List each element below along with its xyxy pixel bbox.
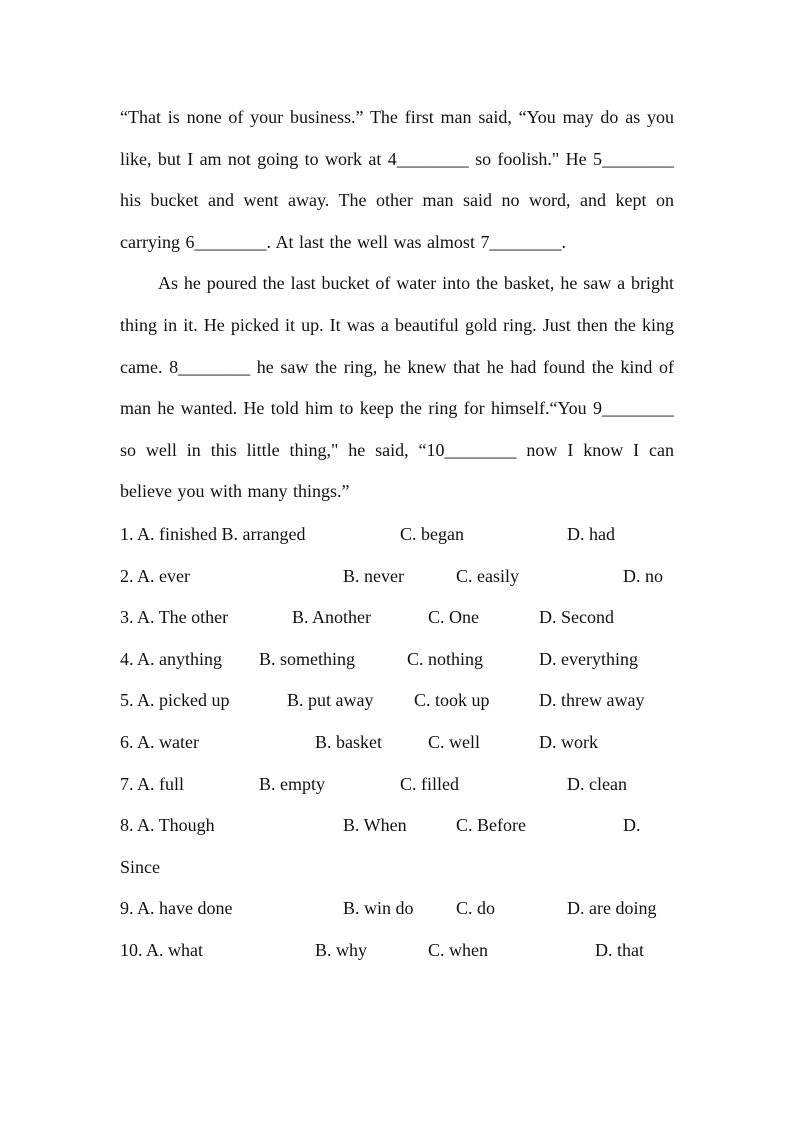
q9-option-c: C. do xyxy=(456,898,496,919)
q6-option-c: C. well xyxy=(428,731,480,752)
question-row-5 xyxy=(120,679,674,721)
q5-option-b: B. put away xyxy=(287,690,374,711)
q5-option-a: A. picked up xyxy=(137,690,230,711)
q10-option-a: A. what xyxy=(146,939,204,960)
q2-option-a: A. ever xyxy=(137,565,190,586)
q3-option-d: D. Second xyxy=(539,607,614,628)
q8-option-d: D. xyxy=(623,815,641,836)
q1-option-d: D. had xyxy=(567,523,615,544)
q8-option-a: A. Though xyxy=(137,815,215,836)
question-row-2 xyxy=(120,555,674,597)
q10-option-d: D. that xyxy=(595,939,644,960)
question-6-line: 6. A. water xyxy=(120,731,199,752)
q1-option-b: B. arranged xyxy=(221,523,306,544)
question-2-line: 2. A. ever xyxy=(120,565,190,586)
question-row-1 xyxy=(120,513,674,555)
question-10-line: 10. A. what xyxy=(120,939,204,960)
q9-option-d: D. are doing xyxy=(567,898,657,919)
q2-option-c: C. easily xyxy=(456,565,519,586)
q6-option-a: A. water xyxy=(137,731,199,752)
question-row-8 xyxy=(120,804,674,887)
q7-option-d: D. clean xyxy=(567,773,627,794)
question-9-line: 9. A. have done xyxy=(120,898,233,919)
q8-option-c: C. Before xyxy=(456,815,526,836)
q10-option-b: B. why xyxy=(315,939,368,960)
q4-option-c: C. nothing xyxy=(407,648,484,669)
q4-option-a: A. anything xyxy=(137,648,223,669)
q3-option-b: B. Another xyxy=(292,607,371,628)
q5-option-c: C. took up xyxy=(414,690,490,711)
q5-option-d: D. threw away xyxy=(539,690,645,711)
question-8-line: 8. A. Though xyxy=(120,815,215,836)
question-5-line: 5. A. picked up xyxy=(120,690,230,711)
q8-option-d-continued: Since xyxy=(120,856,160,877)
q7-option-c: C. filled xyxy=(400,773,459,794)
q6-option-d: D. work xyxy=(539,731,598,752)
question-row-4 xyxy=(120,638,674,680)
q2-option-d: D. no xyxy=(623,565,663,586)
q3-option-c: C. One xyxy=(428,607,479,628)
question-row-10 xyxy=(120,929,674,971)
q6-option-b: B. basket xyxy=(315,731,382,752)
question-row-9 xyxy=(120,887,674,929)
question-4-line: 4. A. anything xyxy=(120,648,223,669)
question-options-list xyxy=(120,513,674,971)
q1-option-a: A. finished xyxy=(137,523,218,544)
question-row-3 xyxy=(120,596,674,638)
q2-option-b: B. never xyxy=(343,565,404,586)
question-7-line: 7. A. full xyxy=(120,773,185,794)
question-row-7 xyxy=(120,763,674,805)
q10-option-c: C. when xyxy=(428,939,488,960)
question-3-line: 3. A. The other xyxy=(120,607,229,628)
passage-paragraph-1: “That is none of your business.” The first man said, “You may do as you like, but I am not going to work at 4________ so foolish." He 5________ his bucket and went away. The other man said no word, and kept on carrying 6________. At last the well was almost 7________. xyxy=(120,107,674,252)
q9-option-a: A. have done xyxy=(137,898,233,919)
q1-option-c: C. began xyxy=(400,523,464,544)
q8-option-b: B. When xyxy=(343,815,407,836)
q4-option-d: D. everything xyxy=(539,648,638,669)
question-1-line: 1. A. finished B. arranged xyxy=(120,523,306,544)
q9-option-b: B. win do xyxy=(343,898,414,919)
document-page xyxy=(120,97,674,970)
q3-option-a: A. The other xyxy=(137,607,229,628)
question-row-6 xyxy=(120,721,674,763)
q7-option-b: B. empty xyxy=(259,773,325,794)
passage-paragraph-2: As he poured the last bucket of water into the basket, he saw a bright thing in it. He picked it up. It was a beautiful gold ring. Just then the king came. 8________ he saw the ring, he knew that he had found the kind of man he wanted. He told him to keep the ring for himself.“You 9________ so well in this little thing," he said, “10________ now I know I can believe you with many things.” xyxy=(120,273,674,502)
q7-option-a: A. full xyxy=(137,773,185,794)
q4-option-b: B. something xyxy=(259,648,356,669)
